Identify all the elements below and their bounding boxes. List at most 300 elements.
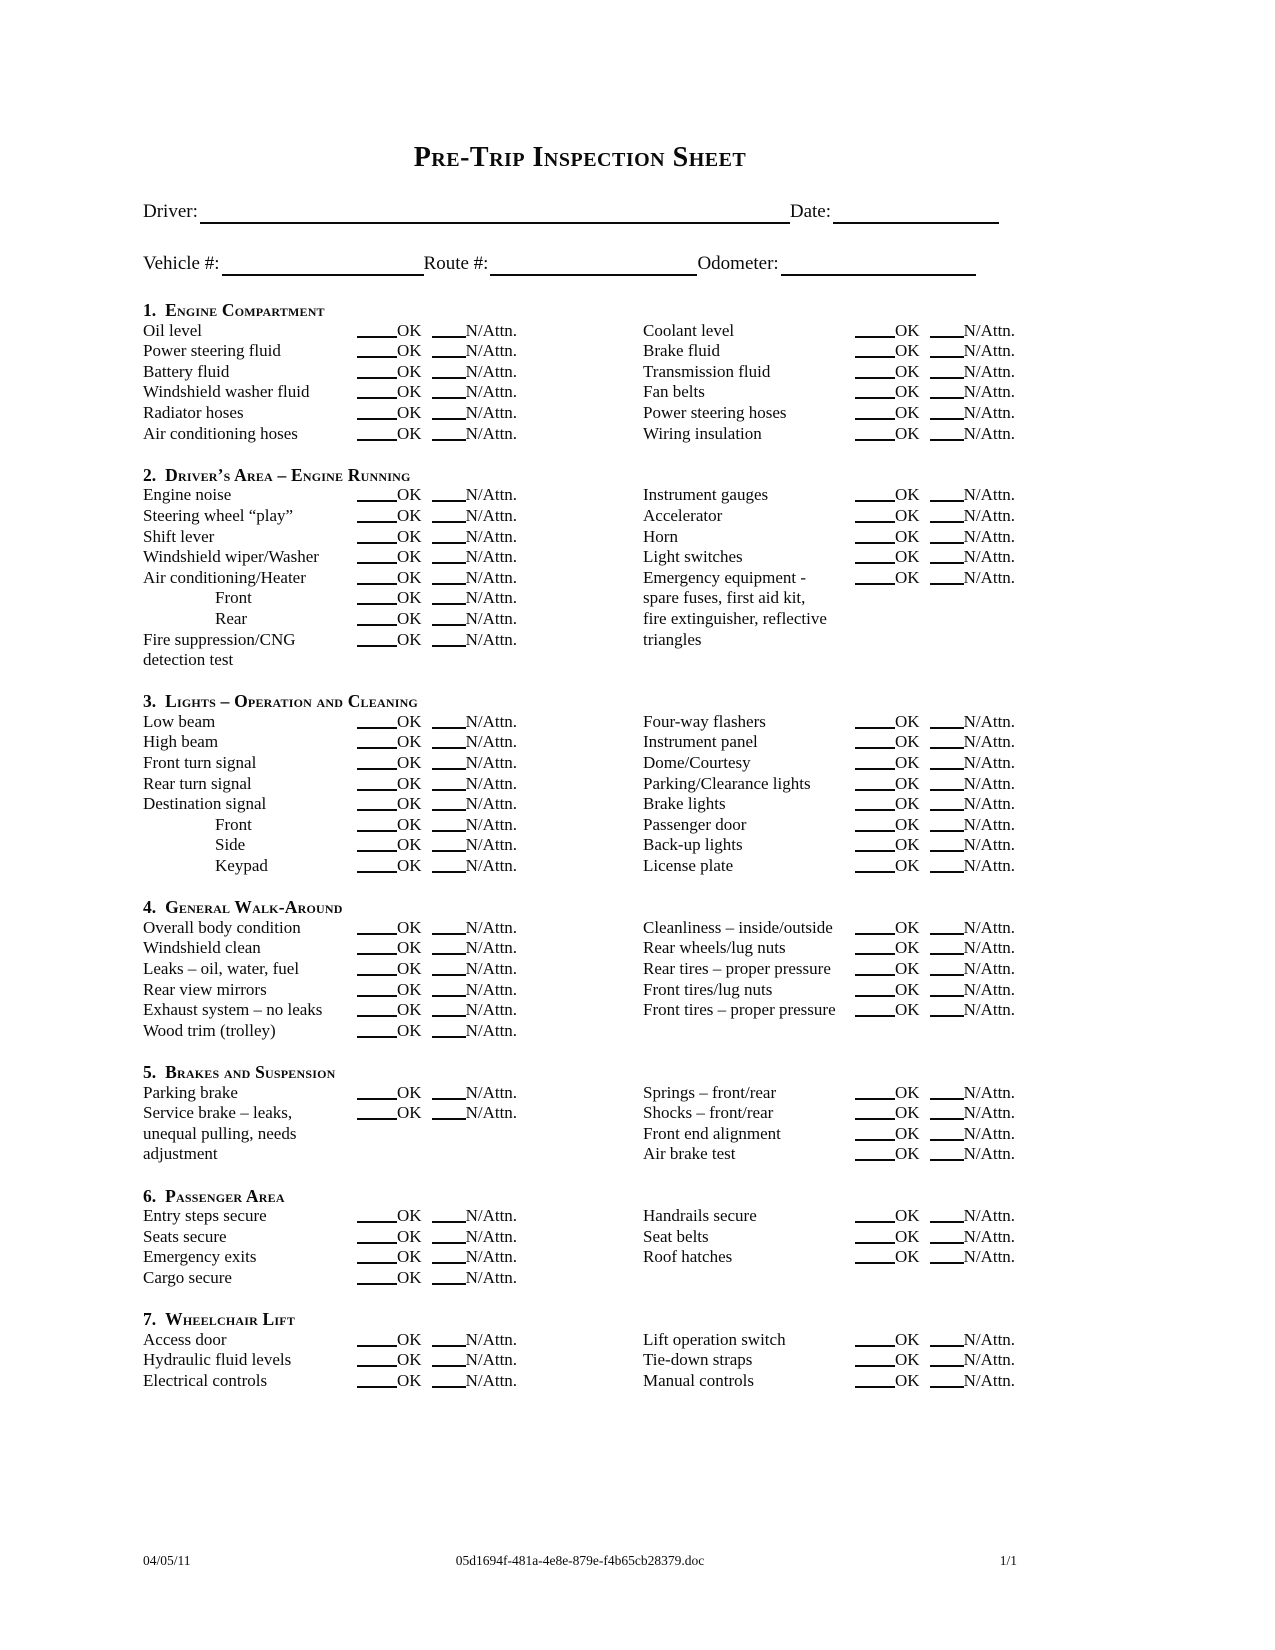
section-number: 2. bbox=[143, 464, 157, 485]
nattn-blank-line bbox=[930, 828, 964, 832]
ok-blank-line bbox=[855, 540, 895, 544]
checklist-item bbox=[643, 547, 1017, 568]
ok-blank-line bbox=[357, 725, 397, 729]
checklist-item bbox=[143, 403, 643, 424]
checklist-item-fields bbox=[357, 321, 517, 342]
section-title: Passenger Area bbox=[165, 1185, 285, 1206]
checklist-item-label: Wood trim (trolley) bbox=[143, 1020, 276, 1040]
checklist-item-label: Cargo secure bbox=[143, 1267, 232, 1287]
checklist-item bbox=[643, 403, 1017, 424]
checklist-item-label: Power steering fluid bbox=[143, 341, 281, 361]
nattn-label: N/Attn. bbox=[465, 526, 518, 546]
ok-label: OK bbox=[397, 732, 422, 752]
checklist-item bbox=[643, 341, 1017, 362]
ok-blank-line bbox=[855, 807, 895, 811]
nattn-label: N/Attn. bbox=[465, 320, 518, 340]
nattn-label: N/Attn. bbox=[465, 835, 518, 855]
nattn-blank-line bbox=[930, 869, 964, 873]
nattn-label: N/Attn. bbox=[963, 320, 1016, 340]
checklist-item-fields bbox=[357, 1083, 517, 1104]
section-columns bbox=[143, 1083, 1017, 1165]
checklist-item bbox=[643, 485, 1017, 506]
checklist-item-label: Parking/Clearance lights bbox=[643, 773, 811, 793]
checklist-item-label: Air brake test bbox=[643, 1144, 736, 1164]
nattn-label: N/Attn. bbox=[963, 1103, 1016, 1123]
nattn-blank-line bbox=[432, 437, 466, 441]
checklist-item-label: Manual controls bbox=[643, 1370, 754, 1390]
checklist-item-label: Cleanliness – inside/outside bbox=[643, 917, 833, 937]
ok-label: OK bbox=[895, 547, 920, 567]
ok-blank-line bbox=[357, 1096, 397, 1100]
checklist-item-label: Air conditioning hoses bbox=[143, 423, 298, 443]
nattn-blank-line bbox=[432, 540, 466, 544]
nattn-label: N/Attn. bbox=[963, 1350, 1016, 1370]
nattn-label: N/Attn. bbox=[465, 1103, 518, 1123]
checklist-item-label: Access door bbox=[143, 1329, 227, 1349]
ok-label: OK bbox=[397, 938, 422, 958]
ok-label: OK bbox=[895, 341, 920, 361]
checklist-item-label: spare fuses, first aid kit, bbox=[643, 588, 806, 608]
nattn-blank-line bbox=[930, 334, 964, 338]
ok-blank-line bbox=[855, 581, 895, 585]
nattn-label: N/Attn. bbox=[963, 917, 1016, 937]
ok-blank-line bbox=[855, 972, 895, 976]
ok-label: OK bbox=[895, 938, 920, 958]
ok-blank-line bbox=[855, 869, 895, 873]
checklist-item-label: fire extinguisher, reflective bbox=[643, 608, 827, 628]
nattn-label: N/Attn. bbox=[465, 485, 518, 505]
ok-blank-line bbox=[357, 354, 397, 358]
ok-blank-line bbox=[855, 375, 895, 379]
nattn-blank-line bbox=[432, 787, 466, 791]
nattn-label: N/Attn. bbox=[963, 1082, 1016, 1102]
checklist-item bbox=[643, 382, 1017, 403]
checklist-item bbox=[143, 568, 643, 589]
ok-blank-line bbox=[357, 601, 397, 605]
ok-label: OK bbox=[895, 1350, 920, 1370]
nattn-blank-line bbox=[930, 1384, 964, 1388]
checklist-item bbox=[643, 856, 1017, 877]
checklist-item-fields bbox=[855, 918, 1015, 939]
section-number: 5. bbox=[143, 1061, 157, 1082]
ok-label: OK bbox=[397, 629, 422, 649]
ok-label: OK bbox=[397, 526, 422, 546]
nattn-label: N/Attn. bbox=[963, 773, 1016, 793]
checklist-item-fields bbox=[357, 527, 517, 548]
checklist-item-label: Front bbox=[215, 814, 252, 834]
checklist-item-label: Emergency equipment - bbox=[643, 567, 807, 587]
ok-blank-line bbox=[855, 745, 895, 749]
ok-blank-line bbox=[357, 1363, 397, 1367]
checklist-item bbox=[143, 588, 643, 609]
section-number: 7. bbox=[143, 1309, 157, 1330]
ok-label: OK bbox=[895, 485, 920, 505]
checklist-item bbox=[143, 1124, 643, 1145]
nattn-blank-line bbox=[432, 828, 466, 832]
section-heading bbox=[143, 691, 1017, 712]
ok-label: OK bbox=[895, 1000, 920, 1020]
nattn-label: N/Attn. bbox=[465, 608, 518, 628]
section-number: 1. bbox=[143, 300, 157, 320]
checklist-column-left bbox=[143, 485, 643, 670]
section-columns bbox=[143, 1206, 1017, 1288]
checklist-item bbox=[643, 321, 1017, 342]
ok-label: OK bbox=[397, 979, 422, 999]
footer-page-number: 1/1 bbox=[999, 1553, 1017, 1568]
section-heading bbox=[143, 465, 1017, 486]
checklist-item bbox=[143, 362, 643, 383]
nattn-blank-line bbox=[930, 1013, 964, 1017]
ok-label: OK bbox=[397, 835, 422, 855]
nattn-label: N/Attn. bbox=[465, 1020, 518, 1040]
nattn-blank-line bbox=[432, 560, 466, 564]
checklist-item-label: Parking brake bbox=[143, 1082, 238, 1102]
checklist-item-fields bbox=[357, 856, 517, 877]
ok-blank-line bbox=[357, 540, 397, 544]
nattn-blank-line bbox=[432, 519, 466, 523]
nattn-label: N/Attn. bbox=[963, 794, 1016, 814]
nattn-label: N/Attn. bbox=[963, 711, 1016, 731]
nattn-label: N/Attn. bbox=[465, 629, 518, 649]
checklist-item-fields bbox=[357, 1103, 517, 1124]
ok-blank-line bbox=[357, 993, 397, 997]
checklist-item bbox=[143, 609, 643, 630]
route-number-blank-line bbox=[490, 274, 697, 276]
vehicle-number-label: Vehicle #: bbox=[143, 253, 220, 274]
ok-label: OK bbox=[397, 1226, 422, 1246]
odometer-blank-line bbox=[781, 274, 976, 276]
checklist-item bbox=[643, 980, 1017, 1001]
checklist-item-fields bbox=[855, 568, 1015, 589]
ok-label: OK bbox=[397, 320, 422, 340]
nattn-label: N/Attn. bbox=[465, 753, 518, 773]
ok-blank-line bbox=[357, 622, 397, 626]
nattn-blank-line bbox=[930, 1363, 964, 1367]
checklist-item bbox=[643, 1371, 1017, 1392]
ok-blank-line bbox=[357, 375, 397, 379]
checklist-item bbox=[143, 1144, 643, 1165]
checklist-item bbox=[143, 382, 643, 403]
checklist-item-fields bbox=[855, 1206, 1015, 1227]
checklist-item bbox=[643, 1330, 1017, 1351]
checklist-item bbox=[643, 506, 1017, 527]
checklist-item bbox=[643, 753, 1017, 774]
section bbox=[143, 465, 1017, 671]
ok-blank-line bbox=[855, 416, 895, 420]
checklist-item-fields bbox=[357, 753, 517, 774]
checklist-item-fields bbox=[855, 1144, 1015, 1165]
ok-label: OK bbox=[397, 567, 422, 587]
section-columns bbox=[143, 485, 1017, 670]
checklist-item-label: Shift lever bbox=[143, 526, 215, 546]
checklist-item-label: Windshield clean bbox=[143, 938, 261, 958]
checklist-item-label: Instrument panel bbox=[643, 732, 758, 752]
ok-blank-line bbox=[357, 643, 397, 647]
nattn-blank-line bbox=[930, 395, 964, 399]
checklist-item-label: Overall body condition bbox=[143, 917, 301, 937]
ok-blank-line bbox=[855, 334, 895, 338]
section-title: Engine Compartment bbox=[165, 300, 325, 320]
checklist-item-fields bbox=[357, 609, 517, 630]
nattn-label: N/Attn. bbox=[465, 1226, 518, 1246]
checklist-item-fields bbox=[855, 403, 1015, 424]
checklist-item-fields bbox=[357, 1227, 517, 1248]
checklist-item bbox=[143, 712, 643, 733]
checklist-column-left bbox=[143, 1206, 643, 1288]
checklist-item-fields bbox=[357, 568, 517, 589]
checklist-item-label: Emergency exits bbox=[143, 1247, 257, 1267]
ok-label: OK bbox=[397, 341, 422, 361]
checklist-item-fields bbox=[357, 1000, 517, 1021]
checklist-item-fields bbox=[855, 732, 1015, 753]
checklist-item bbox=[143, 485, 643, 506]
ok-blank-line bbox=[357, 869, 397, 873]
nattn-label: N/Attn. bbox=[963, 1226, 1016, 1246]
checklist-item-fields bbox=[357, 588, 517, 609]
checklist-item-fields bbox=[855, 712, 1015, 733]
ok-label: OK bbox=[895, 753, 920, 773]
checklist-item-label: Low beam bbox=[143, 711, 216, 731]
nattn-label: N/Attn. bbox=[963, 567, 1016, 587]
checklist-column-right bbox=[643, 1330, 1017, 1392]
nattn-label: N/Attn. bbox=[465, 1350, 518, 1370]
checklist-item-label: Radiator hoses bbox=[143, 402, 244, 422]
checklist-item bbox=[143, 650, 643, 671]
nattn-blank-line bbox=[432, 745, 466, 749]
checklist-column-right bbox=[643, 712, 1017, 877]
checklist-item-fields bbox=[357, 959, 517, 980]
checklist-item-label: Air conditioning/Heater bbox=[143, 567, 306, 587]
checklist-item-fields bbox=[855, 856, 1015, 877]
checklist-item bbox=[143, 1247, 643, 1268]
checklist-item bbox=[643, 712, 1017, 733]
ok-label: OK bbox=[397, 773, 422, 793]
checklist-item-label: Handrails secure bbox=[643, 1206, 757, 1226]
ok-blank-line bbox=[357, 1260, 397, 1264]
checklist-column-left bbox=[143, 918, 643, 1042]
ok-label: OK bbox=[895, 917, 920, 937]
nattn-label: N/Attn. bbox=[963, 505, 1016, 525]
nattn-label: N/Attn. bbox=[963, 361, 1016, 381]
section bbox=[143, 1186, 1017, 1289]
ok-blank-line bbox=[855, 1240, 895, 1244]
ok-blank-line bbox=[357, 1240, 397, 1244]
ok-blank-line bbox=[855, 993, 895, 997]
nattn-label: N/Attn. bbox=[465, 938, 518, 958]
ok-blank-line bbox=[855, 787, 895, 791]
ok-label: OK bbox=[895, 1247, 920, 1267]
nattn-label: N/Attn. bbox=[963, 402, 1016, 422]
nattn-label: N/Attn. bbox=[465, 979, 518, 999]
driver-date-row bbox=[143, 200, 999, 224]
nattn-label: N/Attn. bbox=[465, 711, 518, 731]
checklist-column-left bbox=[143, 1083, 643, 1165]
nattn-blank-line bbox=[432, 416, 466, 420]
nattn-blank-line bbox=[432, 1096, 466, 1100]
ok-blank-line bbox=[855, 395, 895, 399]
checklist-item-fields bbox=[357, 382, 517, 403]
checklist-item bbox=[143, 732, 643, 753]
checklist-item-label: Service brake – leaks, bbox=[143, 1103, 293, 1123]
checklist-item bbox=[143, 815, 643, 836]
checklist-item bbox=[643, 815, 1017, 836]
nattn-blank-line bbox=[930, 1157, 964, 1161]
ok-blank-line bbox=[357, 951, 397, 955]
checklist-item bbox=[643, 1144, 1017, 1165]
nattn-label: N/Attn. bbox=[465, 547, 518, 567]
nattn-blank-line bbox=[432, 643, 466, 647]
ok-blank-line bbox=[855, 1384, 895, 1388]
checklist-item-label: Dome/Courtesy bbox=[643, 753, 751, 773]
checklist-item-label: Shocks – front/rear bbox=[643, 1103, 774, 1123]
ok-label: OK bbox=[895, 1123, 920, 1143]
date-label: Date: bbox=[789, 201, 831, 222]
ok-label: OK bbox=[895, 1226, 920, 1246]
checklist-item-fields bbox=[357, 485, 517, 506]
ok-label: OK bbox=[895, 856, 920, 876]
nattn-blank-line bbox=[930, 416, 964, 420]
ok-blank-line bbox=[855, 766, 895, 770]
ok-blank-line bbox=[855, 1096, 895, 1100]
ok-label: OK bbox=[895, 423, 920, 443]
ok-label: OK bbox=[397, 1020, 422, 1040]
nattn-label: N/Attn. bbox=[963, 1144, 1016, 1164]
section-title: Brakes and Suspension bbox=[165, 1061, 336, 1082]
ok-label: OK bbox=[397, 1329, 422, 1349]
checklist-item-label: Battery fluid bbox=[143, 361, 230, 381]
ok-label: OK bbox=[895, 1082, 920, 1102]
nattn-label: N/Attn. bbox=[963, 341, 1016, 361]
checklist-item bbox=[643, 1103, 1017, 1124]
checklist-item-fields bbox=[855, 362, 1015, 383]
nattn-label: N/Attn. bbox=[963, 1000, 1016, 1020]
checklist-item-fields bbox=[357, 547, 517, 568]
checklist-item-label: Steering wheel “play” bbox=[143, 505, 294, 525]
nattn-blank-line bbox=[930, 766, 964, 770]
nattn-blank-line bbox=[432, 375, 466, 379]
checklist-item-label: Windshield washer fluid bbox=[143, 382, 310, 402]
section-title: Driver’s Area – Engine Running bbox=[165, 464, 411, 485]
ok-label: OK bbox=[895, 979, 920, 999]
checklist-item bbox=[143, 1000, 643, 1021]
nattn-blank-line bbox=[930, 540, 964, 544]
ok-label: OK bbox=[895, 1103, 920, 1123]
footer-filename: 05d1694f-481a-4e8e-879e-f4b65cb28379.doc bbox=[455, 1553, 705, 1568]
section-heading bbox=[143, 300, 1017, 321]
vehicle-route-odometer-row bbox=[143, 252, 999, 276]
ok-label: OK bbox=[895, 835, 920, 855]
section-number: 4. bbox=[143, 897, 157, 918]
checklist-item bbox=[143, 959, 643, 980]
ok-label: OK bbox=[397, 361, 422, 381]
checklist-column-left bbox=[143, 712, 643, 877]
nattn-label: N/Attn. bbox=[465, 794, 518, 814]
checklist-item bbox=[143, 424, 643, 445]
route-number-label: Route #: bbox=[423, 253, 489, 274]
nattn-label: N/Attn. bbox=[465, 1206, 518, 1226]
checklist-item-label: High beam bbox=[143, 732, 219, 752]
nattn-label: N/Attn. bbox=[465, 423, 518, 443]
checklist-column-right bbox=[643, 1083, 1017, 1165]
nattn-label: N/Attn. bbox=[465, 402, 518, 422]
nattn-label: N/Attn. bbox=[465, 1267, 518, 1287]
section-title: Lights – Operation and Cleaning bbox=[165, 691, 418, 712]
ok-label: OK bbox=[397, 711, 422, 731]
checklist-item-label: Coolant level bbox=[643, 320, 735, 340]
ok-label: OK bbox=[397, 794, 422, 814]
checklist-item-fields bbox=[357, 794, 517, 815]
driver-label: Driver: bbox=[143, 201, 198, 222]
nattn-label: N/Attn. bbox=[465, 732, 518, 752]
section-number: 6. bbox=[143, 1185, 157, 1206]
checklist-item bbox=[643, 1227, 1017, 1248]
checklist-item-fields bbox=[855, 321, 1015, 342]
checklist-column-right bbox=[643, 1206, 1017, 1288]
nattn-blank-line bbox=[930, 519, 964, 523]
ok-blank-line bbox=[855, 1260, 895, 1264]
nattn-label: N/Attn. bbox=[963, 1329, 1016, 1349]
checklist-item-label: Entry steps secure bbox=[143, 1206, 267, 1226]
ok-blank-line bbox=[855, 1343, 895, 1347]
ok-blank-line bbox=[357, 560, 397, 564]
nattn-blank-line bbox=[432, 931, 466, 935]
section bbox=[143, 1309, 1017, 1391]
checklist-item bbox=[143, 1350, 643, 1371]
ok-blank-line bbox=[855, 1116, 895, 1120]
checklist-item-label: Keypad bbox=[215, 856, 268, 876]
ok-blank-line bbox=[357, 1013, 397, 1017]
checklist-item bbox=[643, 568, 1017, 589]
ok-label: OK bbox=[895, 1329, 920, 1349]
checklist-item-fields bbox=[357, 918, 517, 939]
ok-label: OK bbox=[397, 1267, 422, 1287]
ok-blank-line bbox=[357, 766, 397, 770]
checklist-item bbox=[643, 1247, 1017, 1268]
ok-label: OK bbox=[397, 547, 422, 567]
nattn-blank-line bbox=[432, 354, 466, 358]
nattn-blank-line bbox=[930, 375, 964, 379]
checklist-item bbox=[643, 1083, 1017, 1104]
ok-blank-line bbox=[357, 1034, 397, 1038]
checklist-item-fields bbox=[855, 835, 1015, 856]
checklist-item bbox=[643, 362, 1017, 383]
ok-blank-line bbox=[357, 1384, 397, 1388]
section-title: Wheelchair Lift bbox=[165, 1309, 296, 1330]
vehicle-number-blank-line bbox=[222, 274, 424, 276]
nattn-label: N/Attn. bbox=[963, 485, 1016, 505]
nattn-blank-line bbox=[432, 622, 466, 626]
ok-blank-line bbox=[855, 498, 895, 502]
nattn-blank-line bbox=[432, 848, 466, 852]
checklist-item bbox=[143, 1021, 643, 1042]
checklist-item-label: Engine noise bbox=[143, 485, 232, 505]
checklist-item bbox=[143, 630, 643, 651]
checklist-item-label: Hydraulic fluid levels bbox=[143, 1350, 292, 1370]
checklist-item bbox=[143, 1206, 643, 1227]
checklist-item-label: Brake lights bbox=[643, 794, 726, 814]
checklist-item bbox=[643, 918, 1017, 939]
nattn-label: N/Attn. bbox=[465, 1370, 518, 1390]
nattn-label: N/Attn. bbox=[465, 959, 518, 978]
nattn-blank-line bbox=[432, 1281, 466, 1285]
ok-blank-line bbox=[357, 334, 397, 338]
nattn-blank-line bbox=[930, 1137, 964, 1141]
checklist-item-fields bbox=[357, 712, 517, 733]
nattn-blank-line bbox=[930, 1116, 964, 1120]
ok-label: OK bbox=[895, 361, 920, 381]
ok-blank-line bbox=[855, 725, 895, 729]
ok-blank-line bbox=[855, 848, 895, 852]
